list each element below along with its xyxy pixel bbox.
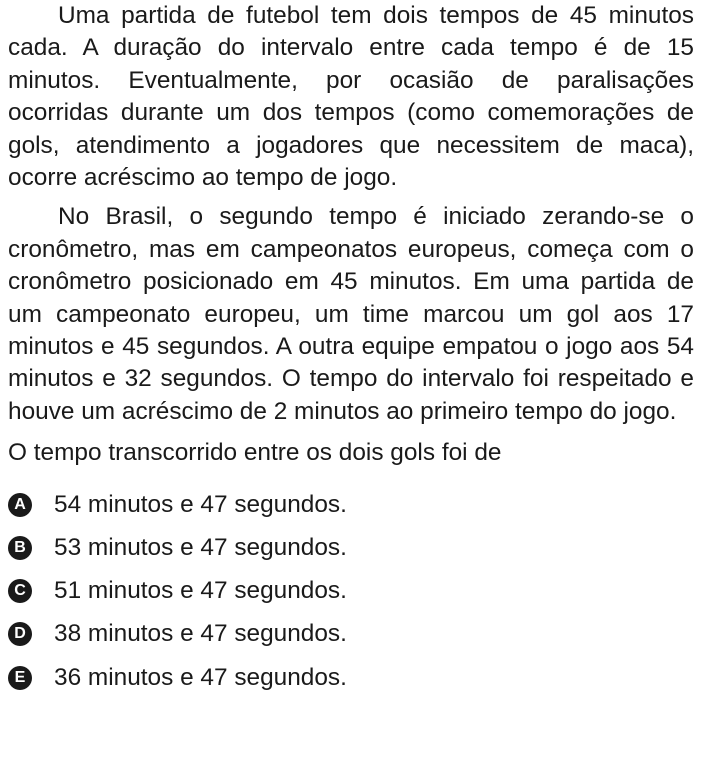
option-d-letter-badge: D bbox=[8, 622, 32, 646]
option-d[interactable] bbox=[8, 613, 694, 656]
option-c[interactable] bbox=[8, 570, 694, 613]
intro-paragraph: Uma partida de futebol tem dois tempos de 45 minutos cada. A duração do intervalo entre cada tempo é de 15 minutos. Eventualmente, por ocasião de paralisações ocorridas durante um dos tempos (como comemorações de gols, atendimento a jogadores que necessitem de maca), ocorre acréscimo ao tempo de jogo. bbox=[8, 2, 694, 192]
option-b-text: 53 minutos e 47 segundos. bbox=[54, 534, 347, 562]
option-e[interactable] bbox=[8, 656, 694, 699]
option-e-letter-badge: E bbox=[8, 666, 32, 690]
option-b-letter-badge: B bbox=[8, 536, 32, 560]
context-paragraph: No Brasil, o segundo tempo é iniciado zerando-se o cronômetro, mas em campeonatos europeus, começa com o cronômetro posicionado em 45 minutos. Em uma partida de um campeonato europeu, um time marcou um gol aos 17 minutos e 45 segundos. A outra equipe empatou o jogo aos 54 minutos e 32 segundos. O tempo do intervalo foi respeitado e houve um acréscimo de 2 minutos ao primeiro tempo do jogo. bbox=[8, 203, 694, 425]
option-a-text: 54 minutos e 47 segundos. bbox=[54, 490, 347, 518]
question-prompt: O tempo transcorrido entre os dois gols foi de bbox=[8, 439, 502, 467]
option-d-text: 38 minutos e 47 segundos. bbox=[54, 620, 347, 648]
option-a[interactable] bbox=[8, 483, 694, 526]
option-c-letter-badge: C bbox=[8, 579, 32, 603]
option-b[interactable] bbox=[8, 526, 694, 569]
option-c-text: 51 minutos e 47 segundos. bbox=[54, 577, 347, 605]
answer-options bbox=[8, 483, 694, 699]
option-e-text: 36 minutos e 47 segundos. bbox=[54, 663, 347, 691]
option-a-letter-badge: A bbox=[8, 493, 32, 517]
